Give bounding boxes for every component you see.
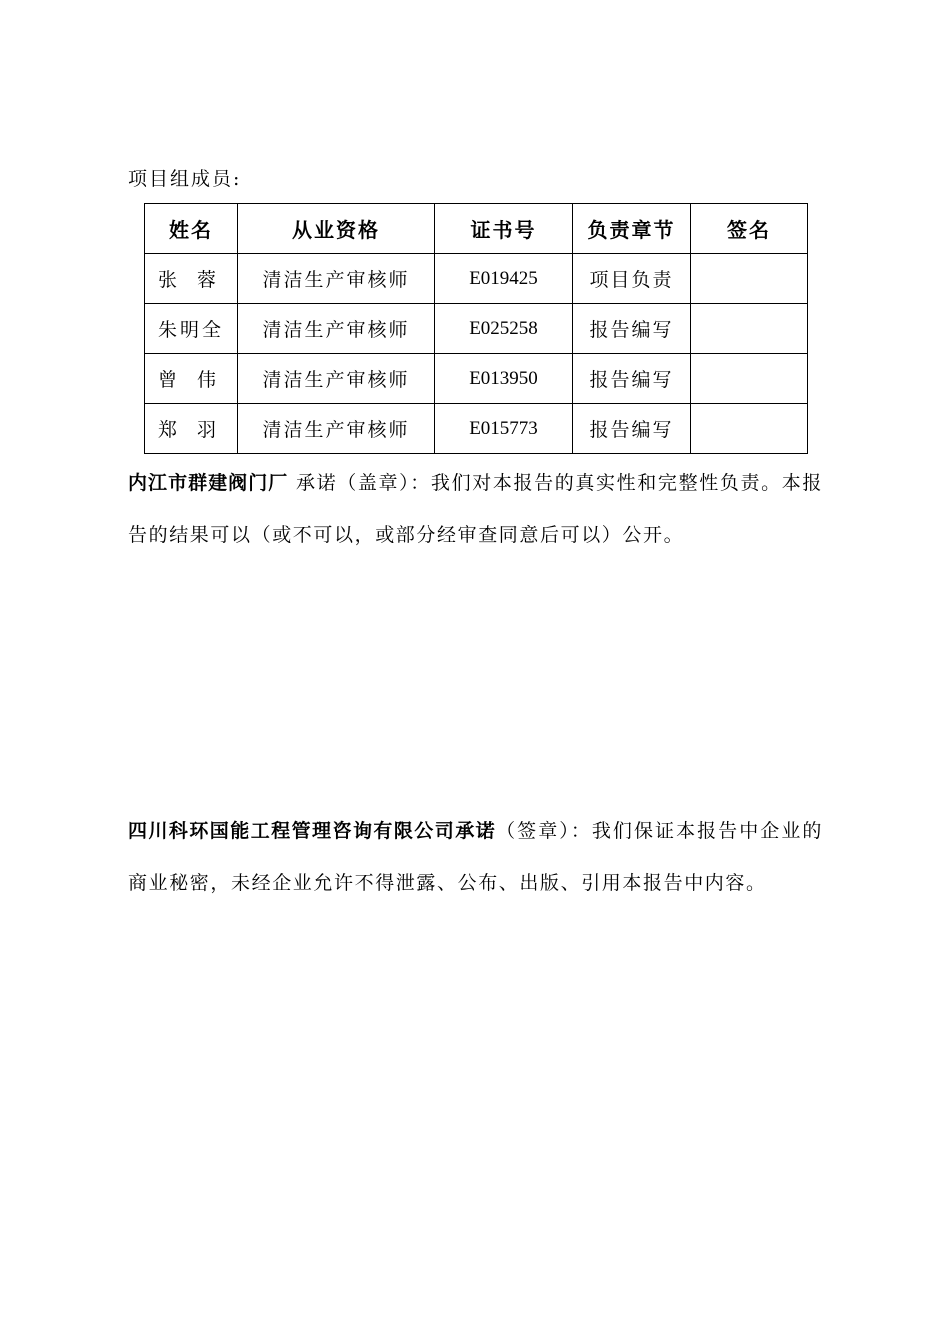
factory-commitment-text: 承诺（盖章）：我们对本报告的真实性和完整性负责。本报告的结果可以（或不可以，或部分经审查同意后可以）公开。 [128, 472, 823, 546]
table-header-row [145, 204, 808, 254]
member-certificate: E019425 [435, 254, 573, 304]
member-name: 朱明全 [145, 304, 238, 354]
member-chapter: 报告编写 [573, 354, 691, 404]
member-chapter: 项目负责 [573, 254, 691, 304]
factory-commitment [128, 457, 823, 561]
member-signature [691, 404, 808, 454]
consultant-name: 四川科环国能工程管理咨询有限公司承诺 [128, 820, 497, 842]
header-certificate: 证书号 [435, 204, 573, 254]
consultant-commitment-text: （签章）：我们保证本报告中企业的商业秘密，未经企业允许不得泄露、公布、出版、引用本报告中内容。 [128, 820, 823, 894]
member-certificate: E025258 [435, 304, 573, 354]
member-name: 张蓉 [145, 254, 238, 304]
member-qualification: 清洁生产审核师 [238, 254, 435, 304]
member-certificate: E013950 [435, 354, 573, 404]
member-qualification: 清洁生产审核师 [238, 404, 435, 454]
header-name: 姓名 [145, 204, 238, 254]
members-table [144, 203, 808, 454]
header-chapter: 负责章节 [573, 204, 691, 254]
member-chapter: 报告编写 [573, 304, 691, 354]
member-signature [691, 254, 808, 304]
table-row [145, 404, 808, 454]
member-signature [691, 354, 808, 404]
table-row [145, 354, 808, 404]
member-certificate: E015773 [435, 404, 573, 454]
factory-name: 内江市群建阀门厂 [128, 472, 289, 494]
header-signature: 签名 [691, 204, 808, 254]
member-signature [691, 304, 808, 354]
members-label: 项目组成员: [128, 168, 242, 190]
member-chapter: 报告编写 [573, 404, 691, 454]
header-qualification: 从业资格 [238, 204, 435, 254]
member-qualification: 清洁生产审核师 [238, 354, 435, 404]
table-row [145, 254, 808, 304]
member-name: 郑羽 [145, 404, 238, 454]
member-qualification: 清洁生产审核师 [238, 304, 435, 354]
member-name: 曾伟 [145, 354, 238, 404]
consultant-commitment [128, 805, 823, 909]
table-row [145, 304, 808, 354]
